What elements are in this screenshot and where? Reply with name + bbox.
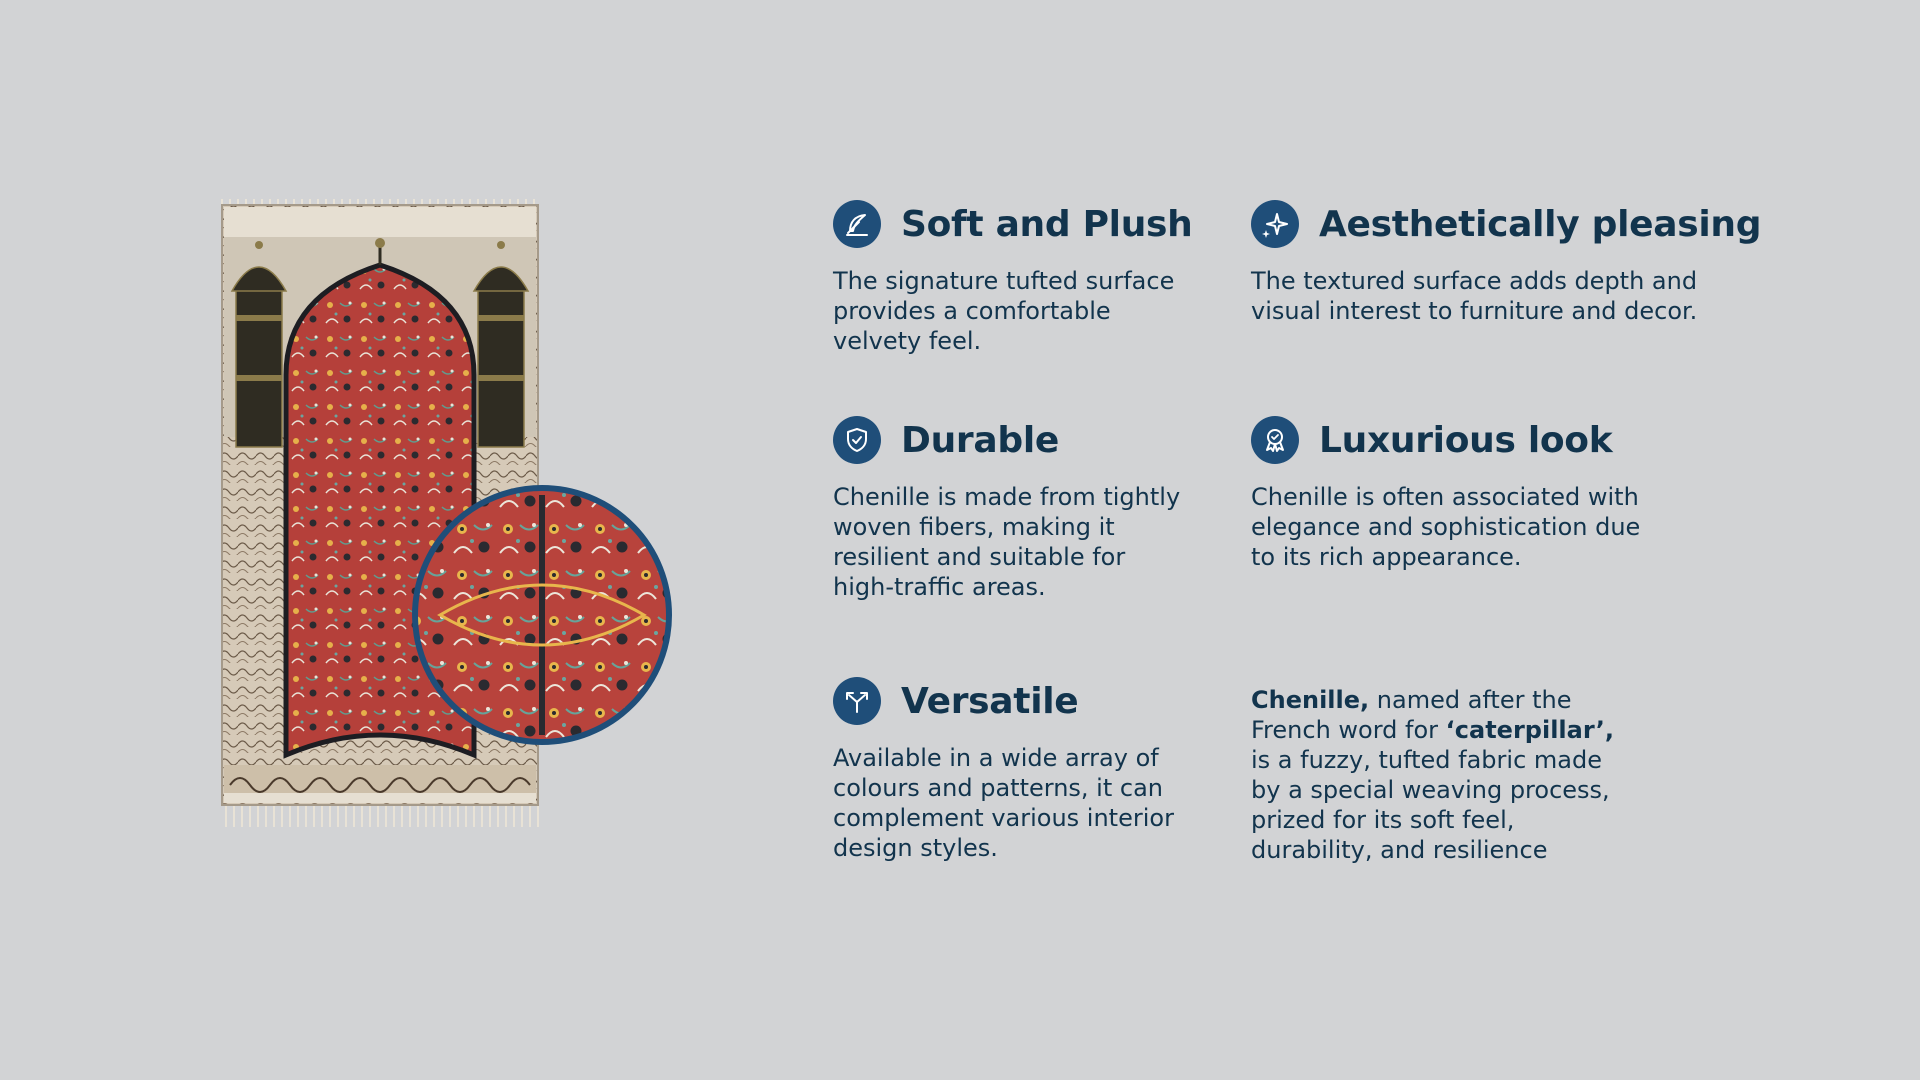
chenille-definition [1251,685,1614,865]
caterpillar-word: ‘caterpillar’, [1445,716,1614,744]
shield-icon [833,416,881,464]
award-icon [1251,416,1299,464]
sparkle-icon [1251,200,1299,248]
definition-line: is a fuzzy, tufted fabric made [1251,746,1602,774]
feature-description: Available in a wide array of colours and patterns, it can complement various interior design styles. [833,744,1174,862]
definition-line: durability, and resilience [1251,836,1548,864]
feature-description: The signature tufted surface provides a comfortable velvety feel. [833,267,1175,355]
definition-line: Chenille, named after the [1251,686,1572,714]
arrows-split-icon [833,677,881,725]
chenille-term: Chenille, [1251,686,1370,714]
definition-line: by a special weaving process, [1251,776,1610,804]
definition-line: French word for ‘caterpillar’, [1251,716,1614,744]
feature-soft-and-plush [833,199,1193,356]
feature-versatile [833,676,1174,863]
rug-product-image [220,195,680,830]
feature-description: The textured surface adds depth and visual interest to furniture and decor. [1251,267,1698,325]
feature-aesthetically-pleasing [1251,199,1761,326]
rug-illustration [220,195,680,830]
feather-icon [833,200,881,248]
feature-title: Luxurious look [1319,419,1613,461]
feature-description: Chenille is often associated with elegance and sophistication due to its rich appearance. [1251,483,1641,571]
definition-line: prized for its soft feel, [1251,806,1515,834]
feature-description: Chenille is made from tightly woven fibers, making it resilient and suitable for high-traffic areas. [833,483,1181,601]
feature-title: Versatile [901,680,1079,722]
feature-title: Soft and Plush [901,203,1193,245]
feature-title: Durable [901,419,1059,461]
feature-durable [833,415,1180,602]
feature-title: Aesthetically pleasing [1319,203,1762,245]
feature-luxurious-look [1251,415,1640,572]
